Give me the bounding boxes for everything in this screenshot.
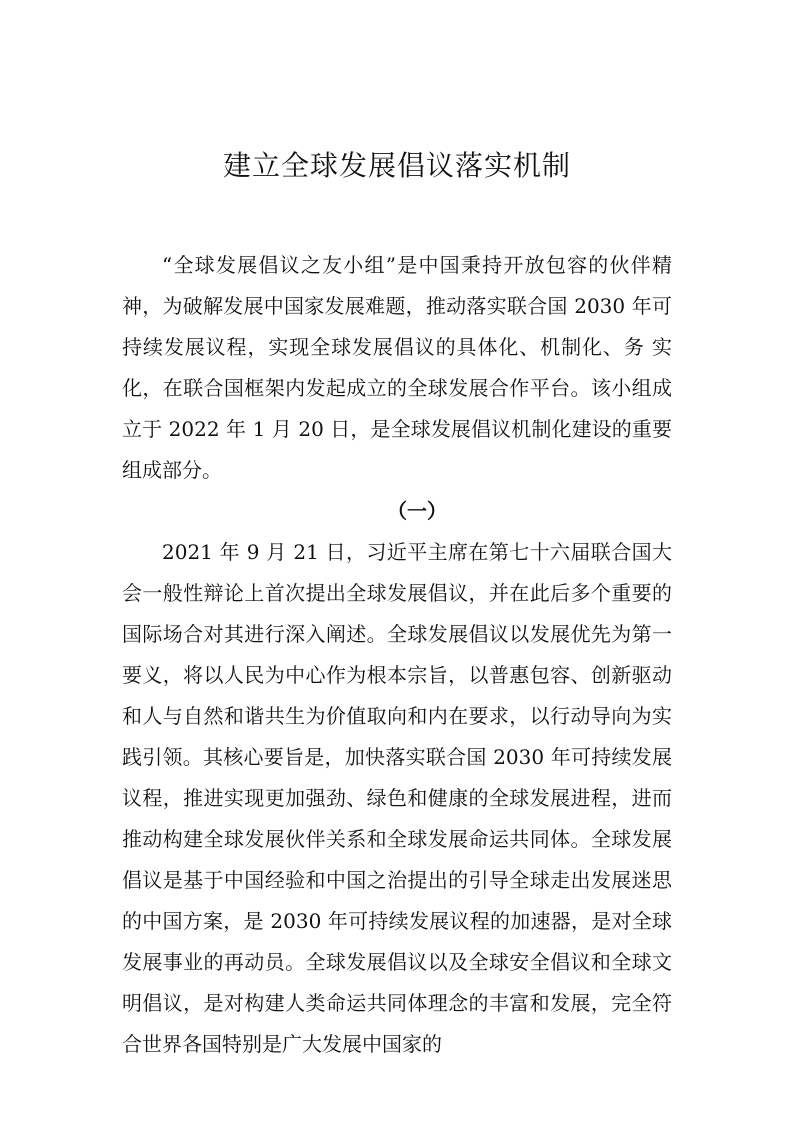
document-body — [122, 245, 672, 1065]
paragraph-intro: “全球发展倡议之友小组”是中国秉持开放包容的伙伴精神，为破解发展中国家发展难题，推动落实联合国 2030 年可持续发展议程，实现全球发展倡议的具体化、机制化、务 实化，在联合国框架内发起成立的全球发展合作平台。该小组成立于 2022 年 1 月 20 日，是全球发展倡议机制化建设的重要组成部分。 — [122, 253, 672, 482]
paragraph-section-one: 2021 年 9 月 21 日，习近平主席在第七十六届联合国大会一般性辩论上首次提出全球发展倡议，并在此后多个重要的国际场合对其进行深入阐述。全球发展倡议以发展优先为第一要义，将以人民为中心作为根本宗旨，以普惠包容、创新驱动和人与自然和谐共生为价值取向和内在要求，以行动导向为实践引领。其核心要旨是，加快落实联合国 2030 年可持续发展议程，推进实现更加强劲、绿色和健康的全球发展进程，进而推动构建全球发展伙伴关系和全球发展命运共同体。全球发展倡议是基于中国经验和中国之治提出的引导全球走出发展迷思的中国方案，是 2030 年可持续发展议程的加速器，是对全球发展事业的再动员。全球发展倡议以及全球安全倡议和全球文明倡议，是对构建人类命运共同体理念的丰富和发展，完全符合世界各国特别是广大发展中国家的 — [122, 540, 672, 1056]
document-title: 建立全球发展倡议落实机制 — [222, 149, 571, 182]
section-heading: （一） — [387, 499, 447, 523]
